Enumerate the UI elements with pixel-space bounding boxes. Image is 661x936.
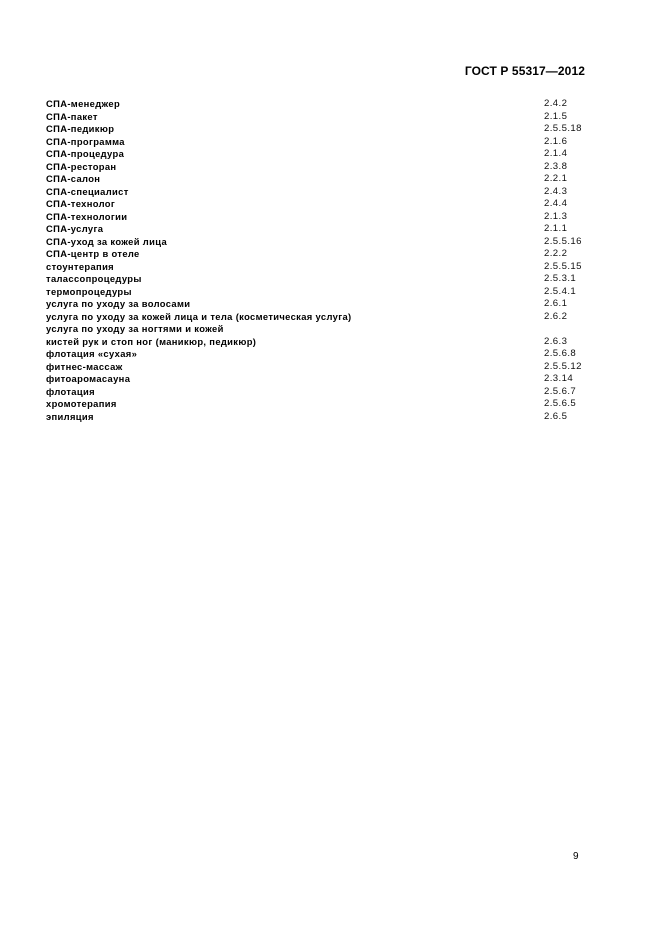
index-term: СПА-технолог [46, 198, 116, 209]
index-row [46, 98, 616, 111]
index-row [46, 348, 616, 361]
index-term: СПА-центр в отеле [46, 248, 140, 259]
index-row [46, 161, 616, 174]
index-ref: 2.3.8 [544, 160, 568, 172]
index-ref: 2.1.6 [544, 135, 568, 147]
index-row [46, 323, 616, 336]
index-row [46, 111, 616, 124]
index-term: СПА-салон [46, 173, 101, 184]
index-ref: 2.4.2 [544, 98, 568, 109]
index-term: услуга по уходу за ногтями и кожей [46, 323, 224, 334]
index-ref: 2.1.5 [544, 110, 568, 122]
index-ref: 2.5.3.1 [544, 273, 577, 284]
index-row [46, 261, 616, 274]
index-term: СПА-пакет [46, 110, 98, 122]
index-row [46, 298, 616, 311]
index-ref: 2.5.6.5 [544, 398, 577, 409]
document-header [465, 64, 585, 78]
index-row [46, 273, 616, 286]
index-term: СПА-услуга [46, 223, 104, 234]
index-ref: 2.1.4 [544, 148, 568, 159]
index-ref: 2.6.3 [544, 335, 568, 347]
page-number: 9 [573, 851, 579, 862]
index-term: термопроцедуры [46, 285, 132, 297]
index-term: СПА-технологии [46, 210, 128, 222]
index-ref: 2.5.5.12 [544, 360, 582, 372]
index-term: фитоаромасауна [46, 373, 131, 384]
index-ref: 2.3.14 [544, 373, 574, 384]
index-row [46, 211, 616, 224]
index-term: СПА-уход за кожей лица [46, 235, 168, 247]
index-term: СПА-процедура [46, 148, 125, 159]
index-ref: 2.2.2 [544, 248, 568, 259]
index-ref: 2.6.5 [544, 410, 568, 422]
index-row [46, 173, 616, 186]
index-row [46, 373, 616, 386]
index-ref: 2.5.4.1 [544, 285, 577, 297]
index-ref: 2.5.5.16 [544, 235, 582, 247]
index-term: услуга по уходу за волосами [46, 298, 191, 309]
index-ref: 2.4.4 [544, 198, 568, 209]
index-ref: 2.5.5.15 [544, 260, 582, 272]
index-term: эпиляция [46, 410, 94, 422]
index-row [46, 136, 616, 149]
index-row [46, 311, 616, 324]
index-term: СПА-менеджер [46, 98, 121, 109]
index-ref: 2.6.2 [544, 310, 568, 322]
index-ref: 2.2.1 [544, 173, 568, 184]
index-ref: 2.5.6.8 [544, 348, 577, 359]
index-term: кистей рук и стоп ног (маникюр, педикюр) [46, 335, 257, 347]
index-row [46, 411, 616, 424]
index-row [46, 198, 616, 211]
index-row [46, 386, 616, 399]
index-term: флотация [46, 385, 95, 397]
index-term: СПА-специалист [46, 185, 129, 197]
index-row [46, 361, 616, 374]
index-ref: 2.4.3 [544, 185, 568, 197]
alphabetical-term-index [46, 98, 616, 423]
index-term: стоунтерапия [46, 260, 115, 272]
standard-id: ГОСТ Р 55317—2012 [464, 64, 585, 78]
index-term: СПА-педикюр [46, 123, 115, 134]
index-row [46, 248, 616, 261]
index-ref: 2.6.1 [544, 298, 568, 309]
index-row [46, 148, 616, 161]
index-row [46, 123, 616, 136]
index-term: талассопроцедуры [46, 273, 142, 284]
index-row [46, 398, 616, 411]
index-ref: 2.1.3 [544, 210, 568, 222]
index-ref: 2.1.1 [544, 223, 568, 234]
index-term: услуга по уходу за кожей лица и тела (косметическая услуга) [46, 310, 352, 322]
index-term: СПА-ресторан [46, 160, 117, 172]
index-term: фитнес-массаж [46, 360, 123, 372]
index-ref: 2.5.5.18 [544, 123, 582, 134]
index-term: флотация «сухая» [46, 348, 138, 359]
index-term: СПА-программа [46, 135, 125, 147]
index-term: хромотерапия [46, 398, 117, 409]
index-row [46, 286, 616, 299]
index-row [46, 336, 616, 349]
index-ref: 2.5.6.7 [544, 385, 577, 397]
index-row [46, 223, 616, 236]
index-row [46, 236, 616, 249]
index-row [46, 186, 616, 199]
